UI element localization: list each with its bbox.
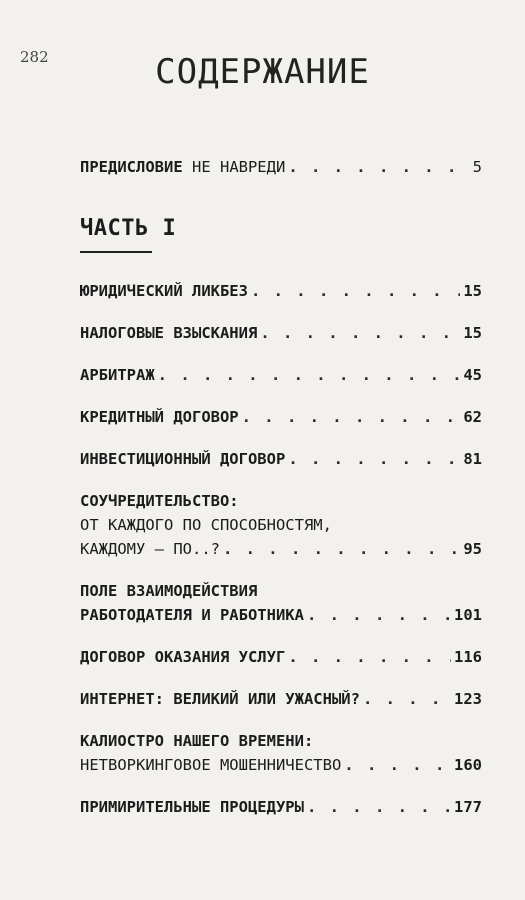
toc-entry-chapter[interactable] <box>80 579 482 627</box>
page-ref: 123 <box>454 690 482 708</box>
chapter-title: ИНТЕРНЕТ: ВЕЛИКИЙ ИЛИ УЖАСНЫЙ? <box>80 690 360 708</box>
leader-dots <box>288 447 460 471</box>
preface-label: ПРЕДИСЛОВИЕ <box>80 158 183 176</box>
chapter-title: ЮРИДИЧЕСКИЙ ЛИКБЕЗ <box>80 282 248 300</box>
toc-entry-chapter[interactable] <box>80 687 482 711</box>
page-ref: 15 <box>463 282 482 300</box>
toc-entry-chapter[interactable] <box>80 405 482 429</box>
toc-entry-chapter[interactable] <box>80 489 482 561</box>
leader-dots <box>251 279 460 303</box>
chapter-title: РАБОТОДАТЕЛЯ И РАБОТНИКА <box>80 606 304 624</box>
chapter-list <box>80 279 482 819</box>
leader-dots <box>260 321 460 345</box>
chapter-title: ПОЛЕ ВЗАИМОДЕЙСТВИЯ <box>80 582 258 600</box>
chapter-title: АРБИТРАЖ <box>80 366 155 384</box>
page-ref: 5 <box>472 158 482 176</box>
toc-entry-chapter[interactable] <box>80 729 482 777</box>
preface-subtitle: НЕ НАВРЕДИ <box>182 158 286 176</box>
chapter-title: ИНВЕСТИЦИОННЫЙ ДОГОВОР <box>80 450 286 468</box>
chapter-title: НЕТВОРКИНГОВОЕ МОШЕННИЧЕСТВО <box>80 756 342 774</box>
page-ref: 81 <box>463 450 482 468</box>
page-ref: 101 <box>454 606 482 624</box>
chapter-title: ОТ КАЖДОГО ПО СПОСОБНОСТЯМ, <box>80 516 332 534</box>
chapter-title: ДОГОВОР ОКАЗАНИЯ УСЛУГ <box>80 648 286 666</box>
chapter-title: КАЛИОСТРО НАШЕГО ВРЕМЕНИ: <box>80 732 314 750</box>
leader-dots <box>344 753 451 777</box>
page-number: 282 <box>20 48 49 66</box>
toc-entry-chapter[interactable] <box>80 363 482 387</box>
chapter-title: ПРИМИРИТЕЛЬНЫЕ ПРОЦЕДУРЫ <box>80 798 304 816</box>
part-underline <box>80 251 152 253</box>
chapter-title: КРЕДИТНЫЙ ДОГОВОР <box>80 408 239 426</box>
page-ref: 160 <box>454 756 482 774</box>
toc-entry-chapter[interactable] <box>80 447 482 471</box>
toc-entry-chapter[interactable] <box>80 321 482 345</box>
page-ref: 177 <box>454 798 482 816</box>
leader-dots <box>288 645 451 669</box>
page-ref: 62 <box>463 408 482 426</box>
leader-dots <box>363 687 451 711</box>
table-of-contents <box>80 155 482 837</box>
leader-dots <box>242 405 461 429</box>
page-ref: 95 <box>463 540 482 558</box>
chapter-title: НАЛОГОВЫЕ ВЗЫСКАНИЯ <box>80 324 258 342</box>
page-ref: 45 <box>463 366 482 384</box>
page-ref: 15 <box>463 324 482 342</box>
page-title: СОДЕРЖАНИЕ <box>155 52 370 92</box>
page-ref: 116 <box>454 648 482 666</box>
toc-entry-chapter[interactable] <box>80 279 482 303</box>
leader-dots <box>223 537 460 561</box>
leader-dots <box>288 155 469 179</box>
chapter-title: КАЖДОМУ — ПО..? <box>80 540 220 558</box>
toc-entry-preface[interactable] <box>80 155 482 179</box>
leader-dots <box>158 363 461 387</box>
toc-entry-chapter[interactable] <box>80 795 482 819</box>
leader-dots <box>307 603 451 627</box>
leader-dots <box>307 795 451 819</box>
chapter-title: СОУЧРЕДИТЕЛЬСТВО: <box>80 492 239 510</box>
toc-entry-chapter[interactable] <box>80 645 482 669</box>
part-heading: ЧАСТЬ I <box>80 216 177 241</box>
